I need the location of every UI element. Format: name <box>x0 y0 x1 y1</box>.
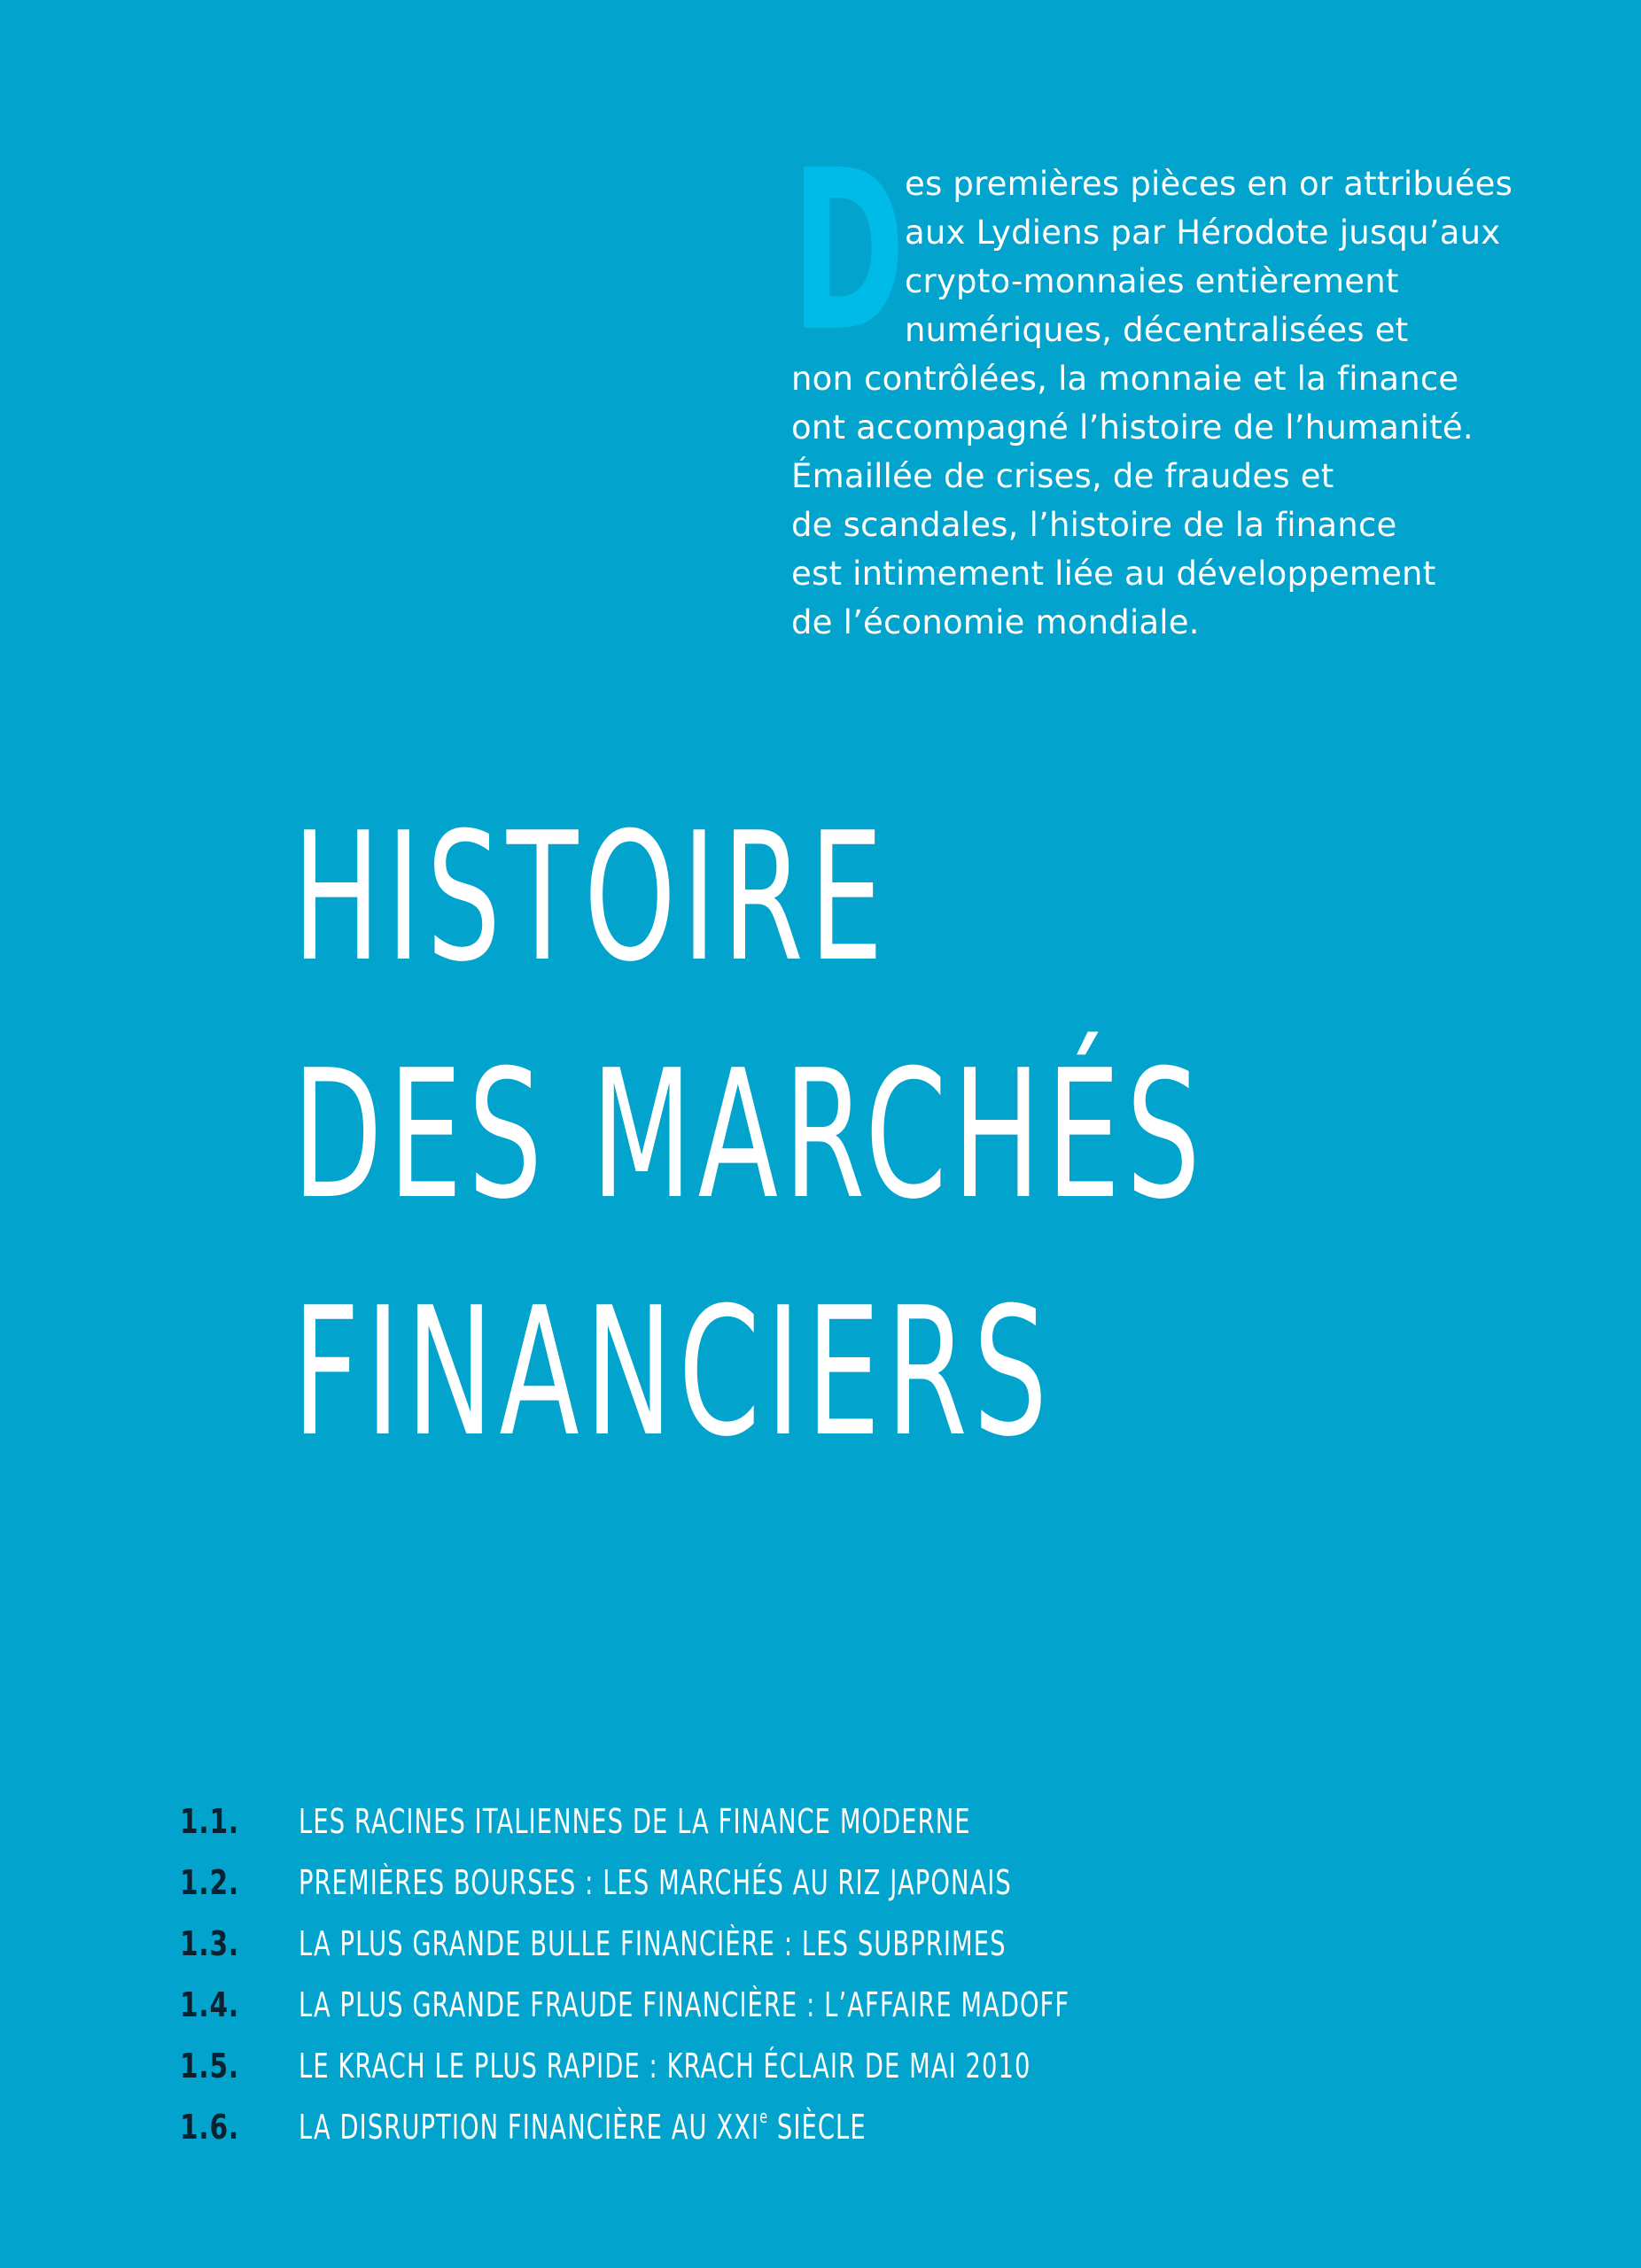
toc-item-number: 1.4. <box>180 1985 239 2024</box>
toc-item-label: LA PLUS GRANDE FRAUDE FINANCIÈRE : L’AFFAIRE MADOFF <box>299 1985 1070 2024</box>
intro-line: non contrôlées, la monnaie et la finance <box>791 360 1459 398</box>
intro-line: aux Lydiens par Hérodote jusqu’aux <box>905 214 1501 252</box>
toc-item-label: LE KRACH LE PLUS RAPIDE : KRACH ÉCLAIR DE MAI 2010 <box>299 2047 1031 2085</box>
chapter-title-line: DES MARCHÉS <box>292 1032 1207 1239</box>
intro-line: de scandales, l’histoire de la finance <box>791 506 1397 544</box>
toc-item-label-superscript: e <box>759 2106 769 2127</box>
intro-line: de l’économie mondiale. <box>791 603 1200 641</box>
chapter-title-line: HISTOIRE <box>292 795 890 1001</box>
intro-line: es premières pièces en or attribuées <box>905 165 1513 203</box>
chapter-title <box>292 780 1207 1492</box>
toc-item <box>180 1856 1562 1917</box>
intro-line: crypto-monnaies entièrement <box>905 262 1399 300</box>
intro-line: est intimement liée au développement <box>791 555 1436 593</box>
toc-item <box>180 1917 1562 1978</box>
toc-item <box>180 1795 1562 1856</box>
toc-item-number: 1.5. <box>180 2047 239 2085</box>
intro-line: numériques, décentralisées et <box>905 311 1409 349</box>
toc-item-label-text: LA DISRUPTION FINANCIÈRE AU XXI <box>299 2108 760 2147</box>
toc-item-label-suffix: SIÈCLE <box>768 2108 867 2147</box>
toc-item-label <box>299 2101 867 2154</box>
table-of-contents <box>180 1795 1562 2162</box>
toc-item-label: LES RACINES ITALIENNES DE LA FINANCE MODERNE <box>299 1802 971 1841</box>
toc-item-label: PREMIÈRES BOURSES : LES MARCHÉS AU RIZ JAPONAIS <box>299 1863 1012 1902</box>
toc-item-number: 1.2. <box>180 1863 239 1902</box>
intro-line: Émaillée de crises, de fraudes et <box>791 457 1334 495</box>
toc-item <box>180 2101 1562 2162</box>
toc-item-number: 1.3. <box>180 1924 239 1963</box>
drop-cap: D <box>791 122 906 380</box>
chapter-title-line: FINANCIERS <box>292 1270 1054 1476</box>
toc-item-number: 1.1. <box>180 1802 239 1841</box>
toc-item <box>180 2039 1562 2101</box>
toc-item-label: LA PLUS GRANDE BULLE FINANCIÈRE : LES SUBPRIMES <box>299 1924 1007 1963</box>
intro-line: ont accompagné l’histoire de l’humanité. <box>791 408 1474 447</box>
intro-paragraph <box>791 122 1571 647</box>
toc-item <box>180 1978 1562 2039</box>
toc-item-number: 1.6. <box>180 2108 239 2147</box>
